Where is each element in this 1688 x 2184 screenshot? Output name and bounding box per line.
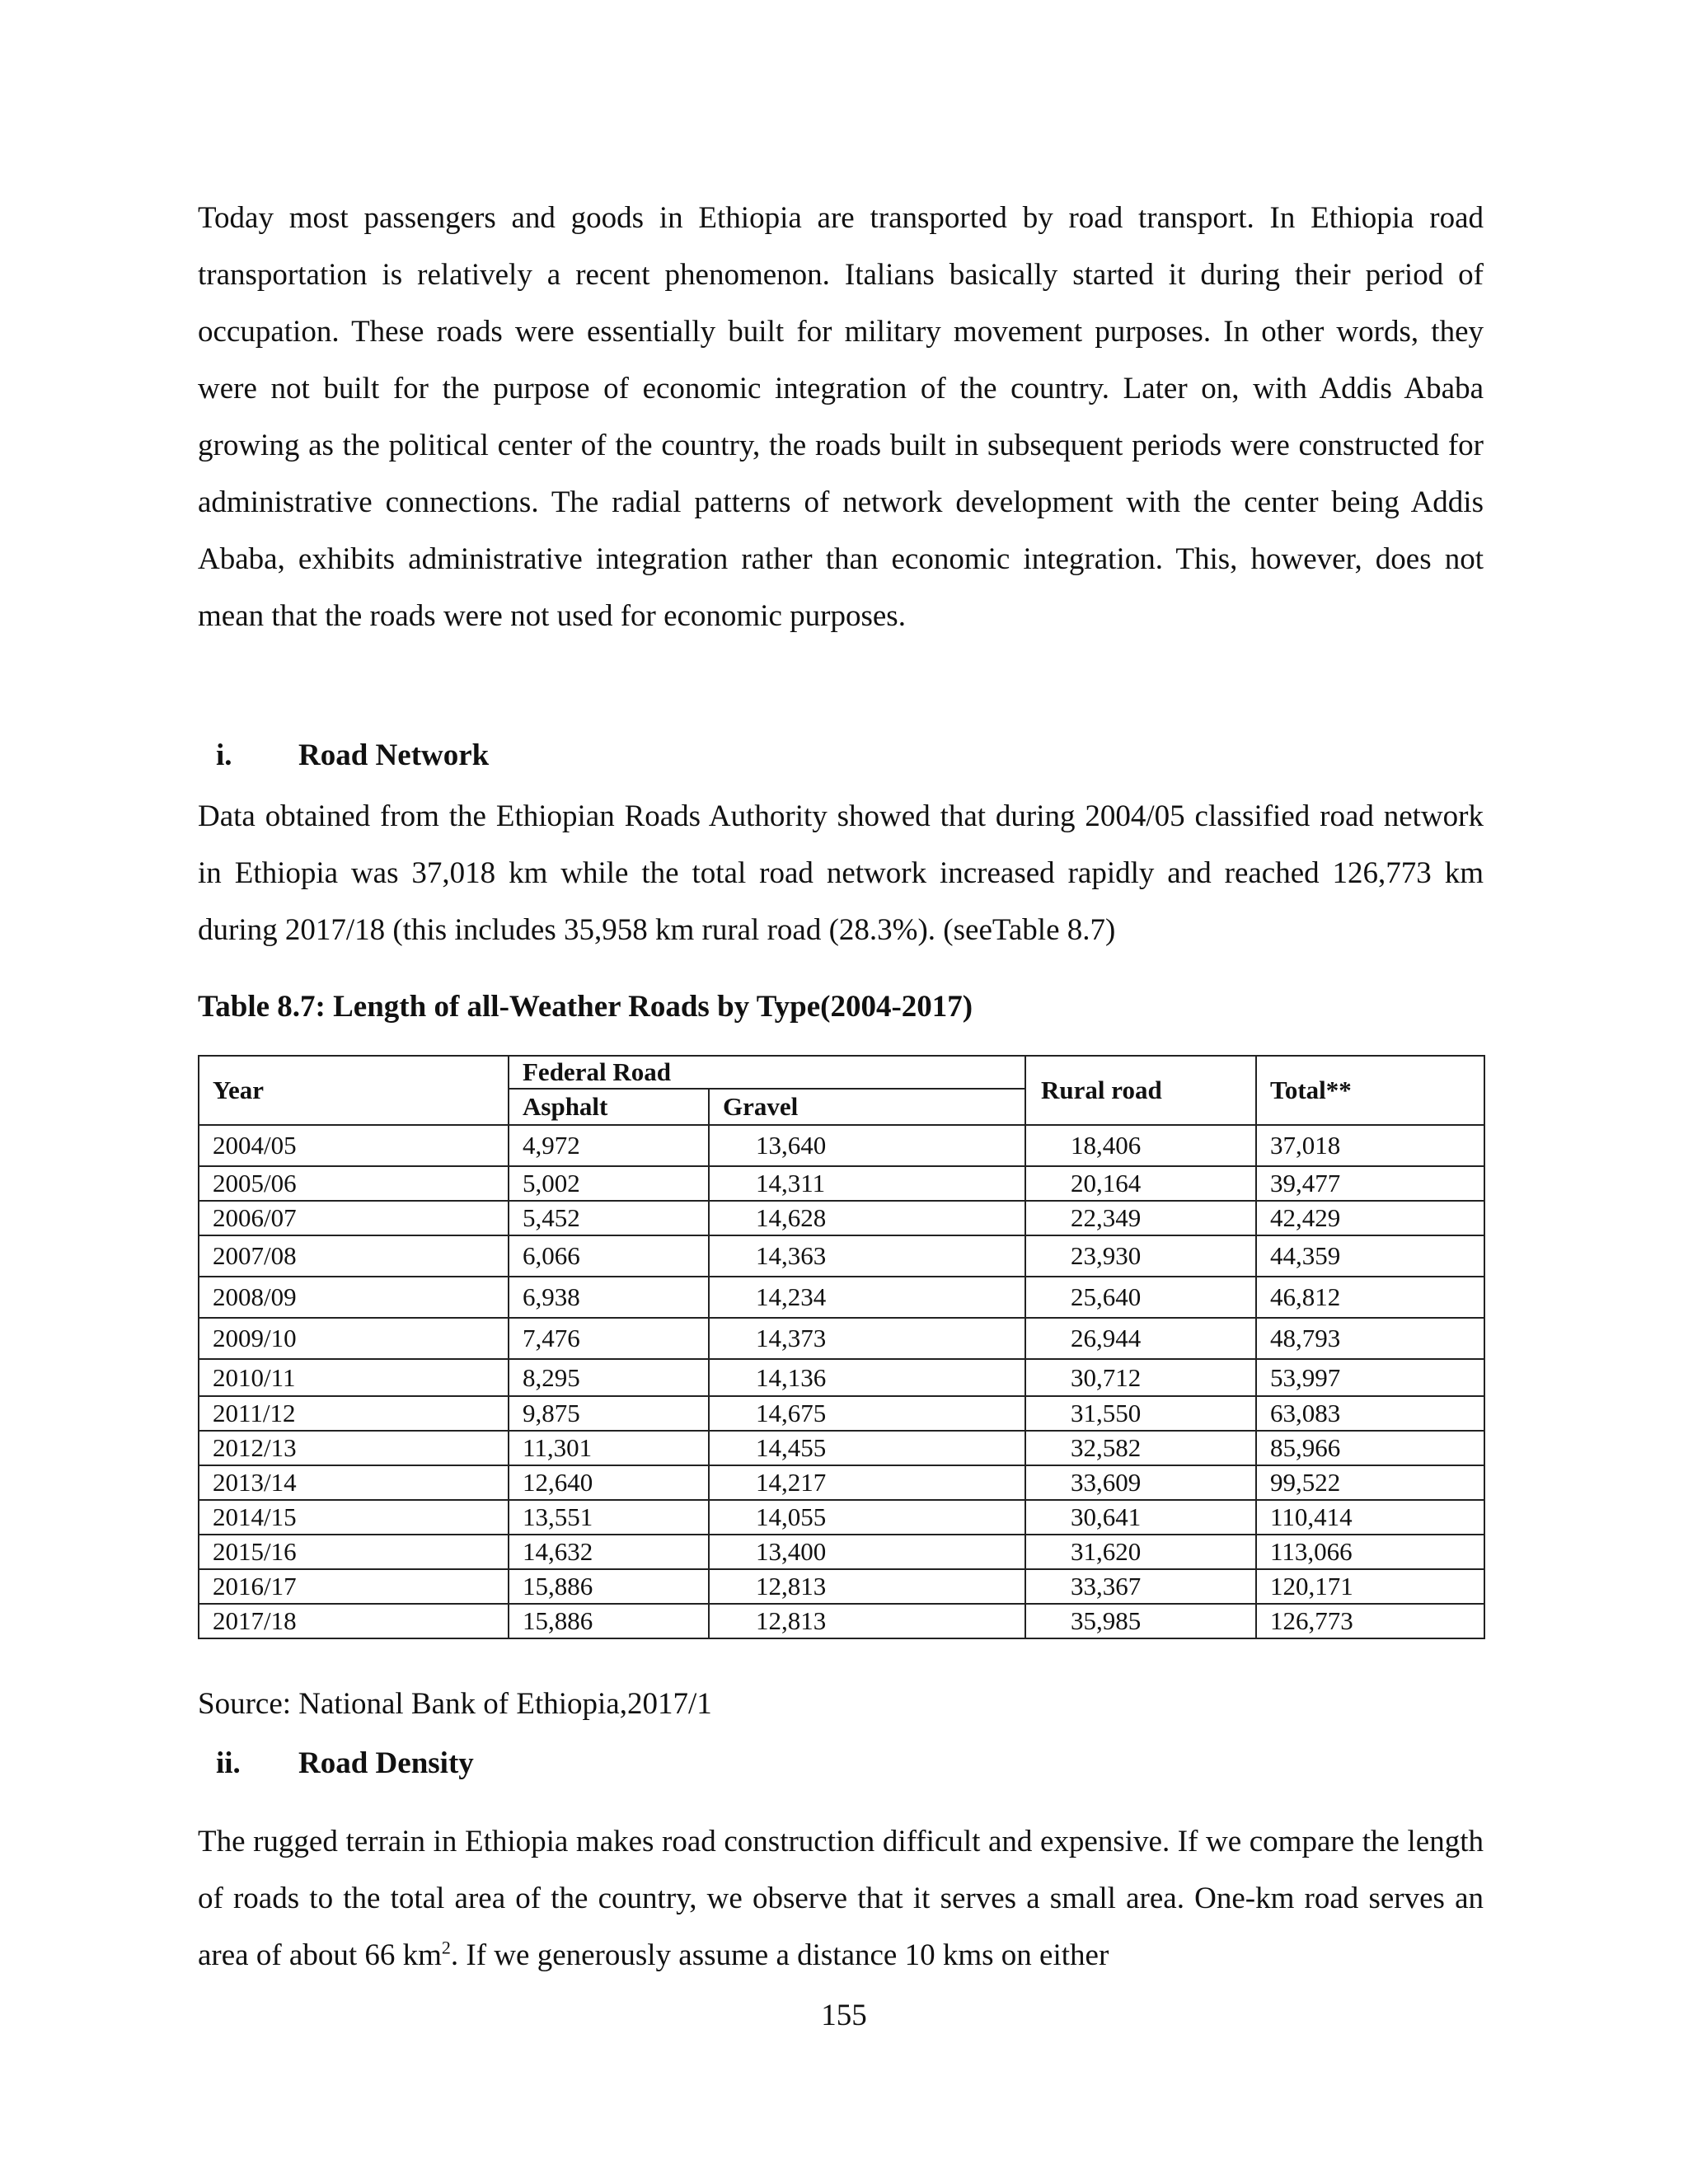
road-density-text-before: The rugged terrain in Ethiopia makes road construction difficult and expensive. If we compare the length of roads to the total area of the country, we observe that it serves a small area. One-km road serves an area of about 66 km bbox=[198, 1825, 1484, 1972]
road-density-heading-title: Road Density bbox=[298, 1746, 474, 1780]
cell-gravel: 13,640 bbox=[709, 1125, 1025, 1166]
cell-year: 2006/07 bbox=[199, 1201, 509, 1235]
table-row bbox=[199, 1359, 1484, 1396]
table-row bbox=[199, 1235, 1484, 1277]
cell-total: 126,773 bbox=[1256, 1604, 1484, 1638]
table-row bbox=[199, 1604, 1484, 1638]
cell-year: 2015/16 bbox=[199, 1535, 509, 1569]
cell-rural: 20,164 bbox=[1025, 1166, 1256, 1201]
road-network-heading-title: Road Network bbox=[298, 738, 490, 772]
table-row bbox=[199, 1396, 1484, 1431]
cell-asphalt: 7,476 bbox=[509, 1318, 709, 1359]
header-year: Year bbox=[199, 1056, 509, 1125]
cell-gravel: 12,813 bbox=[709, 1569, 1025, 1604]
cell-gravel: 14,455 bbox=[709, 1431, 1025, 1465]
cell-rural: 30,641 bbox=[1025, 1500, 1256, 1535]
header-gravel: Gravel bbox=[709, 1089, 1025, 1125]
superscript-two: 2 bbox=[441, 1937, 451, 1958]
table-row bbox=[199, 1201, 1484, 1235]
cell-rural: 26,944 bbox=[1025, 1318, 1256, 1359]
cell-total: 85,966 bbox=[1256, 1431, 1484, 1465]
cell-year: 2017/18 bbox=[199, 1604, 509, 1638]
cell-total: 63,083 bbox=[1256, 1396, 1484, 1431]
cell-year: 2004/05 bbox=[199, 1125, 509, 1166]
cell-rural: 33,609 bbox=[1025, 1465, 1256, 1500]
cell-asphalt: 15,886 bbox=[509, 1569, 709, 1604]
cell-gravel: 14,373 bbox=[709, 1318, 1025, 1359]
table-row bbox=[199, 1125, 1484, 1166]
table-row bbox=[199, 1166, 1484, 1201]
cell-year: 2008/09 bbox=[199, 1277, 509, 1318]
cell-gravel: 14,363 bbox=[709, 1235, 1025, 1277]
table-row bbox=[199, 1535, 1484, 1569]
table-row bbox=[199, 1318, 1484, 1359]
cell-total: 53,997 bbox=[1256, 1359, 1484, 1396]
cell-asphalt: 6,066 bbox=[509, 1235, 709, 1277]
cell-year: 2005/06 bbox=[199, 1166, 509, 1201]
cell-total: 37,018 bbox=[1256, 1125, 1484, 1166]
cell-total: 48,793 bbox=[1256, 1318, 1484, 1359]
cell-gravel: 12,813 bbox=[709, 1604, 1025, 1638]
road-network-paragraph: Data obtained from the Ethiopian Roads Authority showed that during 2004/05 classified road network in Ethiopia was 37,018 km while the total road network increased rapidly and reached 126,773 km during 2017/18 (this includes 35,958 km rural road (28.3%). (seeTable 8.7) bbox=[198, 799, 1484, 947]
cell-gravel: 14,055 bbox=[709, 1500, 1025, 1535]
cell-total: 99,522 bbox=[1256, 1465, 1484, 1500]
table-source: Source: National Bank of Ethiopia,2017/1 bbox=[198, 1687, 712, 1721]
cell-rural: 31,620 bbox=[1025, 1535, 1256, 1569]
cell-gravel: 14,234 bbox=[709, 1277, 1025, 1318]
header-rural-road: Rural road bbox=[1025, 1056, 1256, 1125]
header-asphalt: Asphalt bbox=[509, 1089, 709, 1125]
cell-rural: 30,712 bbox=[1025, 1359, 1256, 1396]
cell-asphalt: 15,886 bbox=[509, 1604, 709, 1638]
road-network-heading bbox=[216, 738, 489, 774]
cell-rural: 35,985 bbox=[1025, 1604, 1256, 1638]
table-row bbox=[199, 1431, 1484, 1465]
cell-asphalt: 11,301 bbox=[509, 1431, 709, 1465]
road-density-heading-number: ii. bbox=[216, 1746, 241, 1780]
cell-asphalt: 6,938 bbox=[509, 1277, 709, 1318]
cell-asphalt: 12,640 bbox=[509, 1465, 709, 1500]
page-number: 155 bbox=[821, 1999, 867, 2032]
cell-asphalt: 14,632 bbox=[509, 1535, 709, 1569]
cell-gravel: 14,628 bbox=[709, 1201, 1025, 1235]
cell-total: 44,359 bbox=[1256, 1235, 1484, 1277]
cell-rural: 32,582 bbox=[1025, 1431, 1256, 1465]
cell-asphalt: 4,972 bbox=[509, 1125, 709, 1166]
cell-total: 113,066 bbox=[1256, 1535, 1484, 1569]
header-federal-road: Federal Road bbox=[509, 1056, 1025, 1089]
table-row bbox=[199, 1277, 1484, 1318]
cell-year: 2011/12 bbox=[199, 1396, 509, 1431]
road-network-heading-number: i. bbox=[216, 738, 232, 772]
cell-rural: 23,930 bbox=[1025, 1235, 1256, 1277]
table-row bbox=[199, 1500, 1484, 1535]
cell-year: 2016/17 bbox=[199, 1569, 509, 1604]
cell-rural: 22,349 bbox=[1025, 1201, 1256, 1235]
cell-year: 2012/13 bbox=[199, 1431, 509, 1465]
table-row bbox=[199, 1465, 1484, 1500]
cell-total: 39,477 bbox=[1256, 1166, 1484, 1201]
cell-rural: 33,367 bbox=[1025, 1569, 1256, 1604]
table-caption: Table 8.7: Length of all-Weather Roads by Type(2004-2017) bbox=[198, 990, 973, 1024]
cell-year: 2014/15 bbox=[199, 1500, 509, 1535]
road-density-heading bbox=[216, 1746, 474, 1782]
cell-gravel: 13,400 bbox=[709, 1535, 1025, 1569]
cell-total: 46,812 bbox=[1256, 1277, 1484, 1318]
cell-total: 42,429 bbox=[1256, 1201, 1484, 1235]
cell-asphalt: 13,551 bbox=[509, 1500, 709, 1535]
cell-rural: 18,406 bbox=[1025, 1125, 1256, 1166]
cell-year: 2010/11 bbox=[199, 1359, 509, 1396]
cell-asphalt: 5,452 bbox=[509, 1201, 709, 1235]
table-row bbox=[199, 1569, 1484, 1604]
cell-year: 2013/14 bbox=[199, 1465, 509, 1500]
cell-gravel: 14,311 bbox=[709, 1166, 1025, 1201]
road-density-paragraph bbox=[198, 1813, 1484, 1984]
cell-gravel: 14,217 bbox=[709, 1465, 1025, 1500]
road-density-text-after: . If we generously assume a distance 10 kms on either bbox=[450, 1938, 1109, 1972]
roads-table bbox=[198, 1055, 1485, 1639]
header-total: Total** bbox=[1256, 1056, 1484, 1125]
cell-asphalt: 5,002 bbox=[509, 1166, 709, 1201]
cell-year: 2009/10 bbox=[199, 1318, 509, 1359]
cell-asphalt: 9,875 bbox=[509, 1396, 709, 1431]
cell-rural: 31,550 bbox=[1025, 1396, 1256, 1431]
cell-rural: 25,640 bbox=[1025, 1277, 1256, 1318]
intro-paragraph: Today most passengers and goods in Ethiopia are transported by road transport. In Ethiopia road transportation is relatively a recent phenomenon. Italians basically started it during their period of occupation. These roads were essentially built for military movement purposes. In other words, they were not built for the purpose of economic integration of the country. Later on, with Addis Ababa growing as the political center of the country, the roads built in subsequent periods were constructed for administrative connections. The radial patterns of network development with the center being Addis Ababa, exhibits administrative integration rather than economic integration. This, however, does not mean that the roads were not used for economic purposes. bbox=[198, 201, 1484, 633]
cell-asphalt: 8,295 bbox=[509, 1359, 709, 1396]
cell-total: 120,171 bbox=[1256, 1569, 1484, 1604]
cell-gravel: 14,136 bbox=[709, 1359, 1025, 1396]
cell-gravel: 14,675 bbox=[709, 1396, 1025, 1431]
cell-total: 110,414 bbox=[1256, 1500, 1484, 1535]
cell-year: 2007/08 bbox=[199, 1235, 509, 1277]
